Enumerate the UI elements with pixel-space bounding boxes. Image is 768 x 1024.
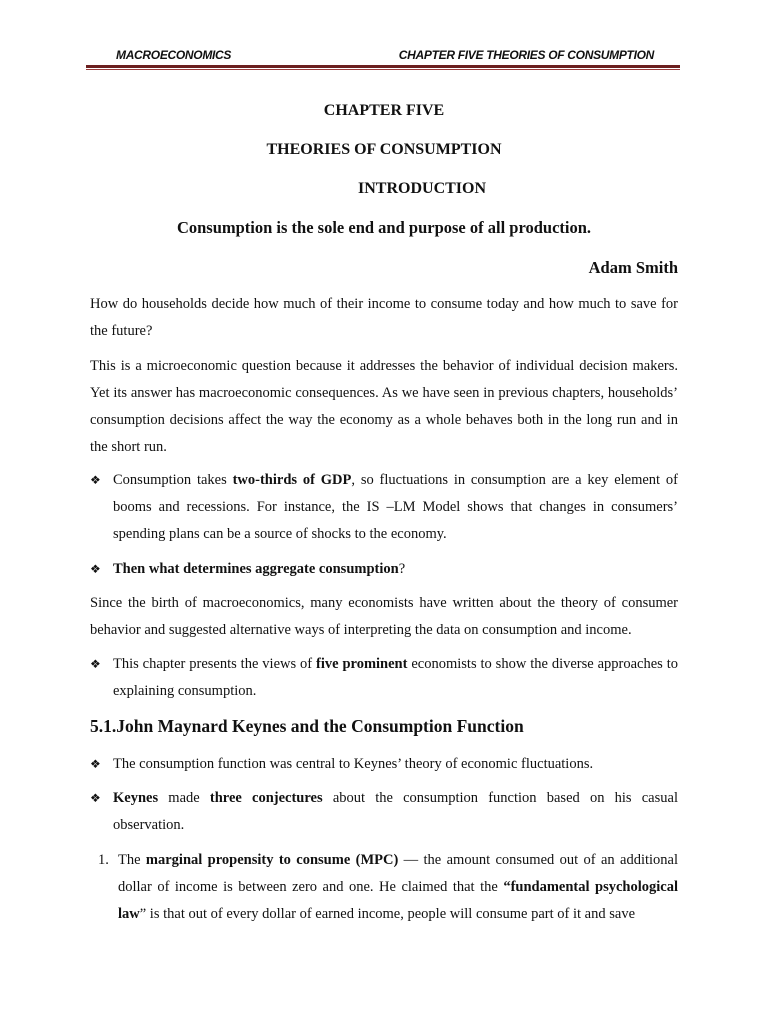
bullet-5-text-end: about the consumption function based on his casual observation. bbox=[113, 790, 678, 833]
bullet-5-text-mid: made bbox=[158, 790, 210, 806]
bullet-item-2 bbox=[90, 556, 678, 583]
header-rule-thin bbox=[86, 69, 680, 70]
chapter-title: THEORIES OF CONSUMPTION bbox=[266, 141, 502, 158]
header-left: MACROECONOMICS bbox=[116, 48, 232, 62]
bullet-2-bold: Then what determines aggregate consumption bbox=[113, 561, 399, 577]
item-1-text: The bbox=[118, 852, 146, 868]
numbered-item-1 bbox=[98, 847, 678, 928]
bullet-2-text-end: ? bbox=[398, 561, 406, 577]
bullet-1-text-end: , so fluctuations in consumption are a key element of booms and recessions. For instance, the IS –LM Model shows that changes in consumers’ spending plans can be a source of shocks to the economy. bbox=[113, 472, 678, 542]
epigraph-author: Adam Smith bbox=[588, 258, 678, 277]
bullet-item-5 bbox=[90, 785, 678, 839]
diamond-bullet-icon: ❖ bbox=[90, 657, 101, 671]
paragraph-1: How do households decide how much of their income to consume today and how much to save for the future? bbox=[90, 296, 678, 339]
bullet-3-text-end: economists to show the diverse approaches to explaining consumption. bbox=[113, 656, 678, 699]
header-right: CHAPTER FIVE THEORIES OF CONSUMPTION bbox=[398, 48, 654, 62]
paragraph-3: Since the birth of macroeconomics, many economists have written about the theory of consumer behavior and suggested alternative ways of interpreting the data on consumption and income. bbox=[90, 595, 678, 638]
intro-heading: INTRODUCTION bbox=[358, 180, 487, 197]
paragraph-2: This is a microeconomic question because it addresses the behavior of individual decision makers. Yet its answer has macroeconomic consequences. As we have seen in previous chapters, households’ consumption decisions affect the way the economy as a whole behaves both in the long run and in the short run. bbox=[90, 358, 678, 455]
section-heading: 5.1.John Maynard Keynes and the Consumption Function bbox=[90, 716, 524, 736]
bullet-3-bold: five prominent bbox=[316, 656, 408, 672]
bullet-item-3 bbox=[90, 651, 678, 705]
bullet-5-bold-conjectures: three conjectures bbox=[209, 790, 323, 806]
chapter-number: CHAPTER FIVE bbox=[323, 102, 445, 119]
diamond-bullet-icon: ❖ bbox=[90, 473, 101, 487]
bullet-1-bold: two-thirds of GDP bbox=[232, 472, 352, 488]
running-header bbox=[86, 46, 680, 64]
bullet-4-text: The consumption function was central to Keynes’ theory of economic fluctuations. bbox=[113, 756, 594, 772]
diamond-bullet-icon: ❖ bbox=[90, 562, 101, 576]
item-1-text-end: ” is that out of every dollar of earned income, people will consume part of it and save bbox=[139, 906, 636, 922]
item-1-text-mid: — the amount consumed out of an additional dollar of income is between zero and one. He claimed that the bbox=[118, 852, 678, 895]
item-1-bold-mpc: marginal propensity to consume (MPC) bbox=[145, 852, 399, 868]
bullet-item-1 bbox=[90, 467, 678, 548]
bullet-3-text: This chapter presents the views of bbox=[113, 656, 317, 672]
bullet-5-bold-keynes: Keynes bbox=[113, 790, 159, 806]
bullet-1-text: Consumption takes bbox=[113, 472, 233, 488]
header-rule bbox=[86, 65, 680, 68]
list-number: 1. bbox=[98, 852, 109, 868]
bullet-item-4 bbox=[90, 751, 678, 778]
diamond-bullet-icon: ❖ bbox=[90, 791, 101, 805]
epigraph-quote: Consumption is the sole end and purpose of all production. bbox=[176, 218, 592, 237]
diamond-bullet-icon: ❖ bbox=[90, 757, 101, 771]
item-1-bold-law: “fundamental psychological law bbox=[118, 879, 679, 922]
